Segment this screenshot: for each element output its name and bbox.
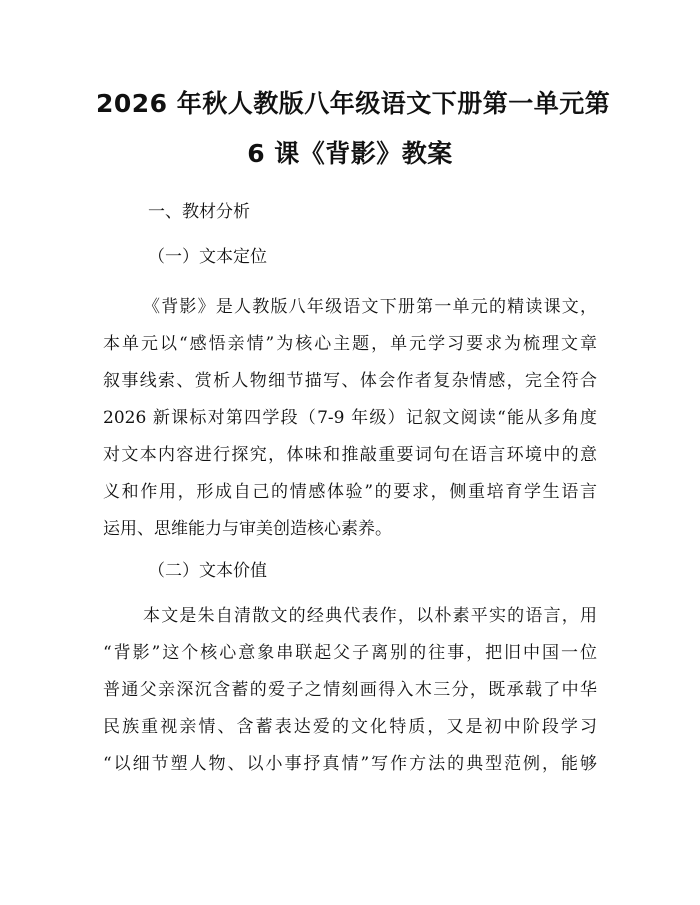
paragraph-line: 普通父亲深沉含蓄的爱子之情刻画得入木三分，既承载了中华: [103, 680, 597, 700]
paragraph-line: 本单元以“感悟亲情”为核心主题，单元学习要求为梳理文章: [103, 334, 597, 354]
section-heading-textbook-analysis: 一、教材分析: [148, 202, 250, 222]
paragraph-line: 叙事线索、赏析人物细节描写、体会作者复杂情感，完全符合: [103, 371, 597, 391]
subsection-heading-text-value: （二）文本价值: [148, 561, 267, 581]
paragraph-line: 2026 新课标对第四学段（7-9 年级）记叙文阅读“能从多角度: [103, 408, 597, 428]
subsection-heading-text-positioning: （一）文本定位: [148, 247, 267, 267]
paragraph-line: 民族重视亲情、含蓄表达爱的文化特质，又是初中阶段学习: [103, 717, 597, 737]
document-title-line-1: 2026 年秋人教版八年级语文下册第一单元第: [96, 89, 611, 118]
paragraph-line: 运用、思维能力与审美创造核心素养。: [103, 519, 392, 539]
paragraph-line: 本文是朱自清散文的经典代表作，以朴素平实的语言，用: [143, 606, 597, 626]
paragraph-line: 义和作用，形成自己的情感体验”的要求，侧重培育学生语言: [103, 482, 597, 502]
paragraph-line: 对文本内容进行探究，体味和推敲重要词句在语言环境中的意: [103, 445, 597, 465]
paragraph-line: 《背影》是人教版八年级语文下册第一单元的精读课文，: [143, 297, 597, 317]
document-title-line-2: 6 课《背影》教案: [247, 139, 453, 168]
paragraph-line: “以细节塑人物、以小事抒真情”写作方法的典型范例，能够: [103, 754, 597, 774]
paragraph-line: “背影”这个核心意象串联起父子离别的往事，把旧中国一位: [103, 643, 597, 663]
